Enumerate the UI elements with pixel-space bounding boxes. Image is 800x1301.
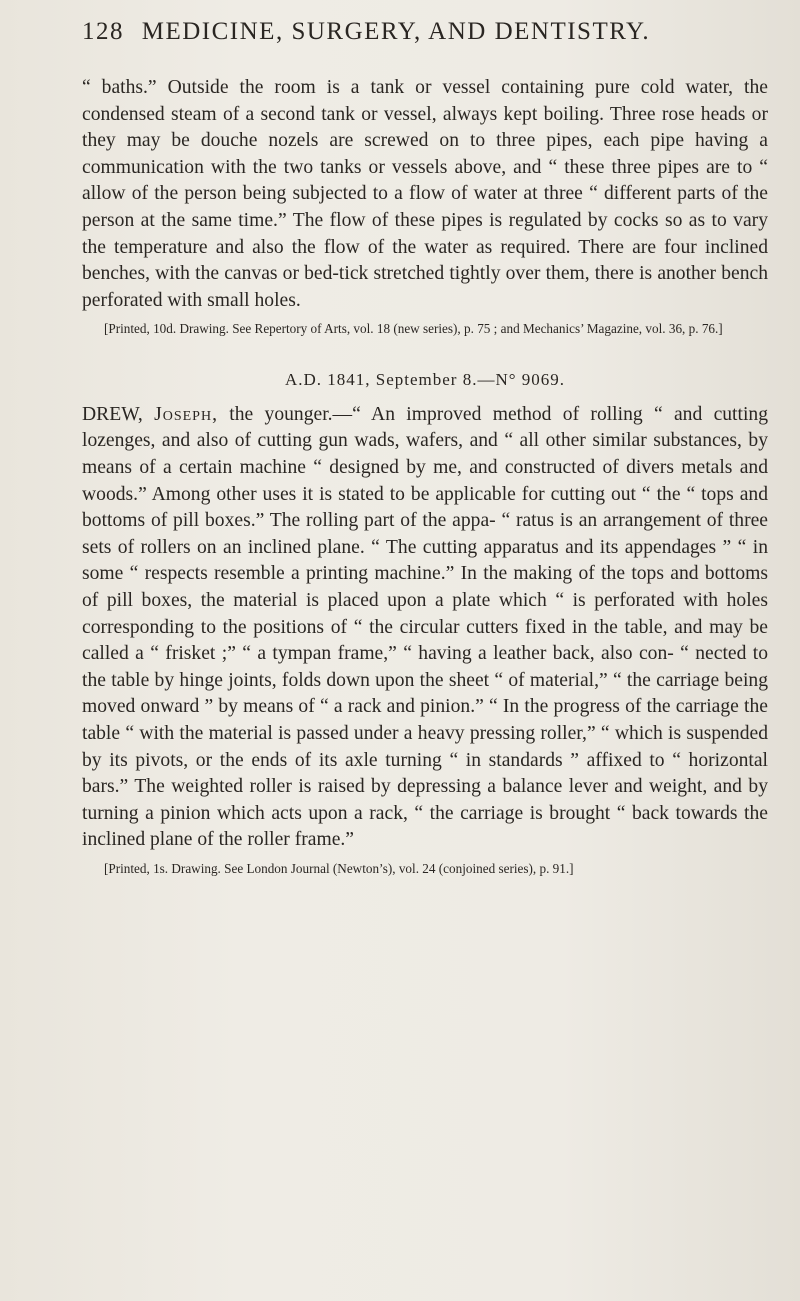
patentee-surname: DREW, [82, 403, 143, 425]
page-body [82, 75, 768, 877]
patent-description: the younger.—“ An improved method of rolling “ and cutting lozenges, and also of cutting gun wads, wafers, and “ all other similar substances, by means of a certain machine “ designed by me, and constructed of divers metals and woods.” Among other uses it is stated to be applicable for cutting out “ the “ tops and bottoms of pill boxes.” The rolling part of the appa- “ ratus is an arrangement of three sets of rollers on an inclined plane. “ The cutting apparatus and its appendages ” “ in some “ respects resemble a printing machine.” In the making of the tops and bottoms of pill boxes, the material is placed upon a plate which “ is perforated with holes corresponding to the positions of “ the circular cutters fixed in the table, and may be called a “ frisket ;” “ a tympan frame,” “ having a leather back, also con- “ nected to the table by hinge joints, folds down upon the sheet “ of material,” “ the carriage being moved onward ” by means of “ a rack and pinion.” “ In the progress of the carriage the table “ with the material is passed under a heavy pressing roller,” “ which is suspended by its pivots, or the ends of its axle turning “ in standards ” affixed to “ horizontal bars.” The weighted roller is raised by depressing a balance lever and weight, and by turning a pinion which acts upon a rack, “ the carriage is brought “ back towards the inclined plane of the roller frame.” [82, 403, 768, 851]
page-number: 128 [82, 18, 124, 45]
page-header [82, 18, 650, 46]
patent-entry-note: [Printed, 1s. Drawing. See London Journal (Newton’s), vol. 24 (conjoined series), p. 91.] [104, 860, 574, 876]
patentee-forename: Joseph, [154, 403, 218, 425]
patent-entry-heading: A.D. 1841, September 8.—N° 9069. [284, 369, 566, 389]
patent-entry-paragraph [82, 402, 768, 854]
continuation-paragraph: “ baths.” Outside the room is a tank or vessel containing pure cold water, the condensed steam of a second tank or vessel, always kept boiling. Three rose heads or they may be douche nozels are screwed on to three pipes, each pipe having a communication with the two tanks or vessels above, and “ these three pipes are to “ allow of the person being subjected to a flow of water at three “ different parts of the person at the same time.” The flow of these pipes is regulated by cocks so as to vary the temperature and also the flow of the water as required. There are four inclined benches, with the canvas or bed-tick stretched tightly over them, there is another bench perforated with small holes. [82, 77, 768, 311]
continuation-note: [Printed, 10d. Drawing. See Repertory of Arts, vol. 18 (new series), p. 75 ; and Mechanics’ Magazine, vol. 36, p. 76.] [104, 321, 723, 337]
running-title: MEDICINE, SURGERY, AND DENTISTRY. [141, 18, 651, 45]
